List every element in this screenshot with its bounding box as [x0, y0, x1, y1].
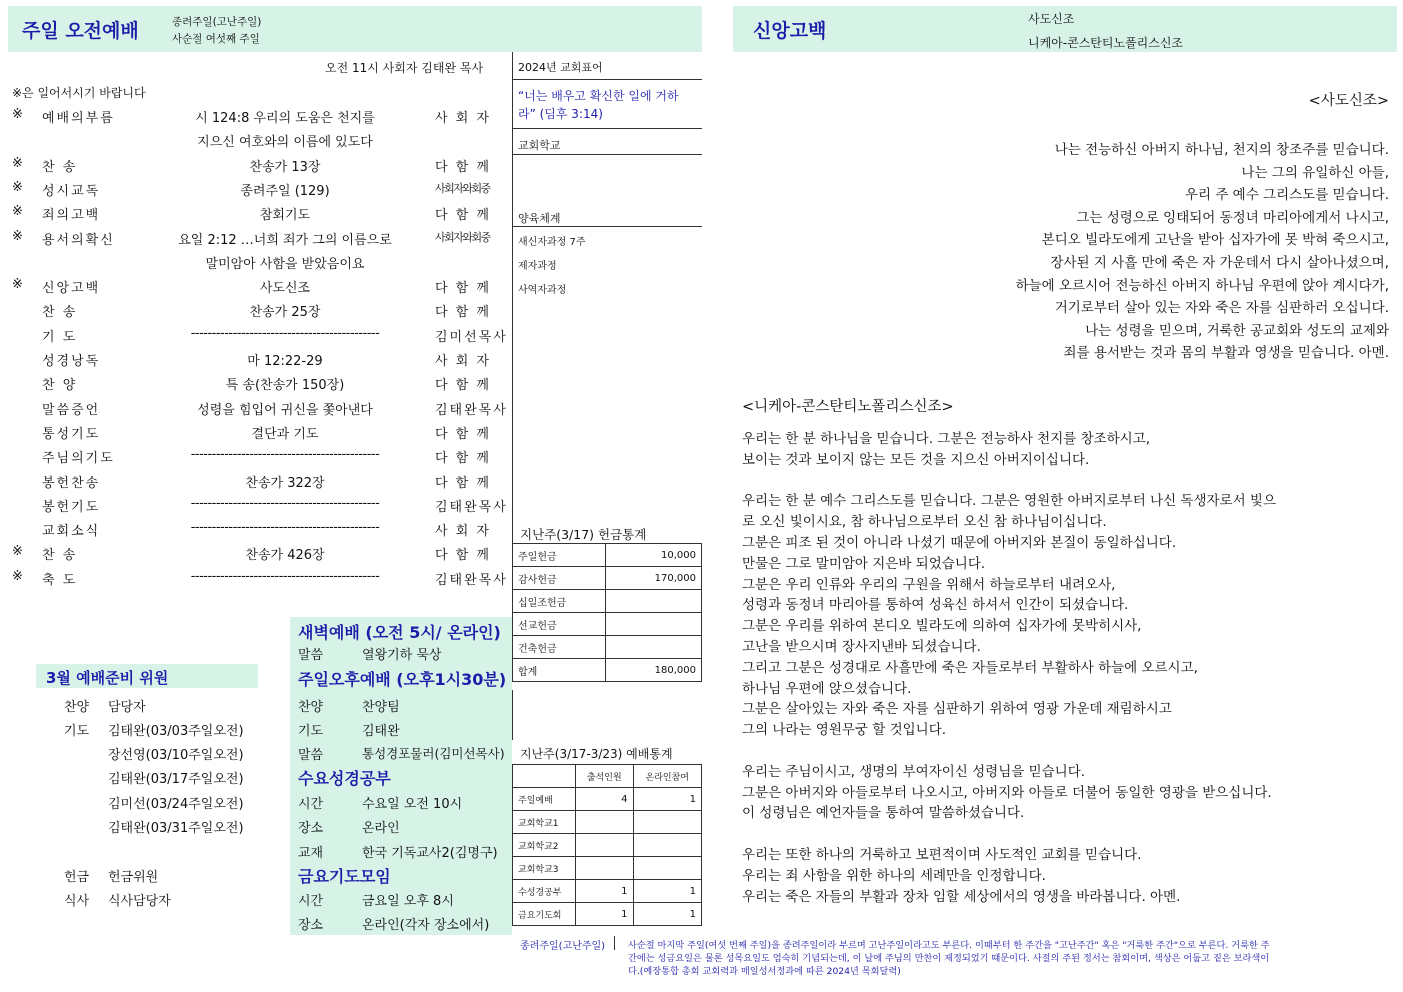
apostles-line: 죄를 용서받는 것과 몸의 부활과 영생을 믿습니다. 아멘. [1063, 345, 1389, 362]
order-item-name: 봉헌찬송 [42, 475, 101, 491]
order-item-leader: 사회자와회중 [435, 181, 490, 195]
order-row [12, 472, 507, 494]
attendance-table [512, 764, 702, 926]
order-item-name: 통성기도 [42, 426, 101, 442]
info-rule [512, 226, 702, 227]
attendance-online: 1 [633, 788, 701, 811]
order-row [12, 229, 507, 251]
order-item-name: 말씀증언 [42, 402, 101, 418]
order-item-content: --------------------------------------------- [190, 447, 380, 463]
order-row [12, 447, 507, 469]
order-item-name: 교회소식 [42, 524, 101, 540]
pm-word-label: 말씀 [298, 748, 324, 763]
order-item-content: 참회기도 [259, 208, 311, 224]
offering-value [606, 636, 702, 659]
nicene-line: 하나님 우편에 앉으셨습니다. [742, 680, 912, 697]
training-item-3: 사역자과정 [518, 285, 567, 296]
prep-prayer-2: 장선영(03/10주일오전) [108, 748, 244, 763]
table-row [513, 613, 702, 636]
order-item-name: 용서의확신 [42, 232, 115, 248]
motto-line1: “너는 배우고 확신한 일에 거하 [518, 89, 679, 103]
left-header-sub1: 종려주일(고난주일) [172, 16, 262, 28]
order-item-leader: 다 함 께 [435, 426, 491, 442]
attendance-online: 1 [633, 880, 701, 903]
table-row [513, 880, 702, 903]
apostles-line: 나는 전능하신 아버지 하나님, 천지의 창조주를 믿습니다. [1054, 142, 1389, 158]
table-row [513, 544, 702, 567]
order-item-leader: 다 함 께 [435, 208, 491, 224]
wed-place-value: 온라인 [362, 821, 400, 836]
order-item-leader: 다 함 께 [435, 548, 491, 564]
nicene-line: 그분은 살아있는 자와 죽은 자를 심판하기 위하여 영광 가운데 재림하시고 [742, 701, 1172, 718]
order-row [12, 204, 507, 226]
fri-time-value: 금요일 오후 8시 [362, 894, 454, 909]
fri-time-label: 시간 [298, 894, 324, 909]
order-item-name: 주님의기도 [42, 451, 115, 467]
attendance-title: 지난주(3/17-3/23) 예배통계 [520, 747, 673, 761]
order-item-name: 찬 송 [42, 305, 78, 321]
order-item-name: 죄의고백 [42, 208, 101, 224]
order-item-content: --------------------------------------------- [190, 568, 380, 584]
order-item-content: --------------------------------------------- [190, 520, 380, 536]
order-item-name: 찬 양 [42, 378, 78, 394]
order-row [12, 423, 507, 445]
offering-value [606, 613, 702, 636]
order-item-name: 찬 송 [42, 159, 78, 175]
order-mark: ※ [12, 107, 23, 122]
pm-prayer-label: 기도 [298, 724, 324, 739]
nicene-line: 보이는 것과 보이지 않는 모든 것을 지으신 아버지이십니다. [742, 451, 1090, 468]
table-row [513, 811, 702, 834]
attendance-online: 1 [633, 903, 701, 926]
order-row [12, 277, 507, 299]
prep-offer-value: 헌금위원 [108, 870, 159, 885]
order-item-content: 결단과 기도 [251, 426, 319, 442]
order-item-content: 요일 2:12 …너희 죄가 그의 이름으로 [178, 232, 392, 248]
prep-meal-value: 식사담당자 [108, 894, 171, 909]
order-item-name: 봉헌기도 [42, 499, 101, 515]
apostles-line: 나는 그의 유일하신 아들, [1241, 164, 1389, 181]
order-item-name: 성시교독 [42, 183, 101, 199]
motto-title: 2024년 교회표어 [518, 61, 603, 74]
order-item-name: 기 도 [42, 329, 78, 345]
offering-value: 10,000 [606, 544, 702, 567]
order-item-content: 찬송가 322장 [245, 475, 325, 491]
training-item-1: 새신자과정 7주 [518, 237, 586, 248]
apostles-line: 하늘에 오르시어 전능하신 아버지 하나님 우편에 앉아 계시다가, [1015, 277, 1389, 294]
order-item-content: 찬송가 13장 [249, 159, 321, 175]
order-item-name: 성경낭독 [42, 354, 101, 369]
apostles-heading: <사도신조> [1308, 93, 1389, 109]
column-divider [512, 52, 513, 597]
order-item-leader: 다 함 께 [435, 451, 491, 467]
footnote-text-1: 사순절 마지막 주일(여섯 번째 주일)을 종려주일이라 부르며 고난주일이라고도 부른다. 이때부터 한 주간을 "고난주간" 혹은 "거룩한 주간"으로 부른다. 거룩한 주 [628, 940, 1270, 951]
attendance-present [576, 834, 634, 857]
nicene-line: 우리는 주님이시고, 생명의 부여자이신 성령님을 믿습니다. [742, 763, 1086, 780]
column-divider-lower [512, 690, 513, 740]
stand-note: ※은 일어서시기 바랍니다 [12, 86, 146, 100]
offering-label: 합계 [513, 659, 606, 682]
wed-book-label: 교재 [298, 846, 324, 861]
order-item-leader: 사 회 자 [435, 354, 491, 369]
order-item-content: 마 12:22-29 [247, 354, 323, 369]
order-row [12, 180, 507, 202]
offering-title: 지난주(3/17) 헌금통계 [520, 527, 647, 542]
nicene-line: 우리는 한 분 예수 그리스도를 믿습니다. 그분은 영원한 아버지로부터 나신 독생자로서 빛으 [742, 493, 1277, 510]
order-row [12, 326, 507, 348]
order-item-leader: 사 회 자 [435, 111, 491, 126]
order-mark: ※ [12, 179, 23, 195]
footnote-label: 종려주일(고난주일) [520, 941, 606, 952]
attendance-present: 1 [576, 880, 634, 903]
training-item-2: 제자과정 [518, 261, 557, 272]
order-mark: ※ [12, 277, 23, 293]
offering-value: 170,000 [606, 567, 702, 590]
table-row [513, 659, 702, 682]
order-item-leader: 김태완목사 [435, 499, 508, 515]
order-row [12, 399, 507, 421]
order-row [12, 107, 507, 129]
nicene-line: 로 오신 빛이시요, 참 하나님으로부터 오신 참 하나님이십니다. [742, 514, 1107, 531]
order-row [12, 520, 507, 542]
nicene-line: 그분은 피조 된 것이 아니라 나셨기 때문에 아버지와 본질이 동일하십니다. [742, 535, 1177, 551]
order-row [12, 496, 507, 518]
pm-praise-value: 찬양팀 [362, 700, 400, 715]
order-item-content: 지으신 여호와의 이름에 있도다 [197, 135, 373, 151]
attendance-label: 주일예배 [513, 788, 576, 811]
table-row [513, 636, 702, 659]
training-label: 양육체계 [518, 212, 561, 225]
order-row [12, 569, 507, 591]
right-header-sub1: 사도신조 [1028, 12, 1075, 26]
order-mark: ※ [12, 544, 23, 560]
order-item-leader: 사 회 자 [435, 524, 491, 540]
prep-prayer-label: 기도 [64, 724, 90, 739]
attendance-label: 교회학교3 [513, 857, 576, 880]
order-mark: ※ [12, 568, 23, 584]
wed-time-label: 시간 [298, 797, 324, 812]
attendance-present [576, 857, 634, 880]
fri-place-value: 온라인(각자 장소에서) [362, 918, 490, 933]
order-item-leader: 김미선목사 [435, 329, 508, 345]
pm-word-value: 통성경포물러(김미선목사) [362, 746, 505, 761]
offering-label: 십일조헌금 [513, 590, 606, 613]
wed-book-value: 한국 기독교사2(김명구) [362, 846, 498, 861]
offering-label: 감사헌금 [513, 567, 606, 590]
order-item-content: 찬송가 25장 [249, 305, 321, 321]
dawn-word-value: 열왕기하 묵상 [362, 648, 442, 663]
order-item-content: 시 124:8 우리의 도움은 천지를 [195, 111, 375, 126]
right-header-sub2: 니케아-콘스탄티노폴리스신조 [1028, 36, 1184, 50]
footnote-divider [614, 936, 615, 950]
apostles-line: 장사된 지 사흘 만에 죽은 자 가운데서 다시 살아나셨으며, [1050, 255, 1389, 271]
table-row [513, 834, 702, 857]
prep-prayer-3: 김태완(03/17주일오전) [108, 772, 244, 787]
attendance-head-present: 출석인원 [576, 765, 634, 788]
apostles-line: 그는 성령으로 잉태되어 동정녀 마리아에게서 나시고, [1076, 209, 1389, 226]
fri-place-label: 장소 [298, 918, 324, 933]
order-item-leader: 다 함 께 [435, 281, 491, 297]
nicene-line: 성령과 동정녀 마리아를 통하여 성육신 하셔서 인간이 되셨습니다. [742, 597, 1129, 614]
attendance-head-online: 온라인참여 [633, 765, 701, 788]
prep-praise-label: 찬양 [64, 700, 90, 715]
info-rule [512, 79, 702, 80]
offering-table [512, 543, 702, 682]
order-item-leader: 김태완목사 [435, 402, 508, 418]
left-header-title: 주일 오전예배 [22, 20, 139, 42]
nicene-heading: <니케아-콘스탄티노폴리스신조> [742, 399, 954, 415]
order-item-name: 찬 송 [42, 548, 78, 564]
attendance-present: 1 [576, 903, 634, 926]
attendance-present: 4 [576, 788, 634, 811]
order-item-name: 예배의부름 [42, 111, 115, 126]
order-item-content: 특 송(찬송가 150장) [225, 378, 345, 394]
attendance-label: 수성경공부 [513, 880, 576, 903]
offering-label: 건축헌금 [513, 636, 606, 659]
right-header-title: 신앙고백 [753, 20, 827, 42]
order-item-content: 찬송가 426장 [245, 548, 325, 564]
attendance-online [633, 834, 701, 857]
wed-time-value: 수요일 오전 10시 [362, 797, 463, 812]
attendance-online [633, 811, 701, 834]
order-item-name: 신앙고백 [42, 281, 101, 297]
footnote-text-3: 다.(예장통합 총회 교회력과 매일성서정과에 따른 2024년 목회달력) [628, 966, 901, 977]
prep-prayer-5: 김태완(03/31주일오전) [108, 821, 244, 836]
order-mark: ※ [12, 204, 23, 220]
order-item-leader: 김태완목사 [435, 572, 508, 588]
order-item-leader: 다 함 께 [435, 305, 491, 321]
prep-prayer-4: 김미선(03/24주일오전) [108, 797, 244, 812]
apostles-line: 거기로부터 살아 있는 자와 죽은 자를 심판하러 오십니다. [1054, 300, 1389, 317]
order-row [12, 253, 507, 275]
order-mark: ※ [12, 155, 23, 171]
order-item-content: --------------------------------------------- [190, 325, 380, 341]
nicene-line: 그분은 우리 인류와 우리의 구원을 위해서 하늘로부터 내려오사, [742, 576, 1116, 593]
order-item-content: 종려주일 (129) [240, 183, 330, 199]
dawn-title: 새벽예배 (오전 5시/ 온라인) [298, 623, 501, 642]
table-row [513, 590, 702, 613]
nicene-line: 우리는 또한 하나의 거룩하고 보편적이며 사도적인 교회를 믿습니다. [742, 847, 1142, 863]
nicene-line: 만물은 그로 말미암아 지은바 되었습니다. [742, 555, 986, 572]
pm-prayer-value: 김태완 [362, 724, 400, 739]
wed-place-label: 장소 [298, 821, 324, 836]
wed-title: 수요성경공부 [298, 769, 391, 788]
nicene-line: 이 성령님은 예언자들을 통하여 말씀하셨습니다. [742, 805, 1025, 822]
offering-value: 180,000 [606, 659, 702, 682]
order-row [12, 350, 507, 372]
nicene-line: 그의 나라는 영원무궁 할 것입니다. [742, 722, 947, 739]
nicene-line: 우리는 죽은 자들의 부활과 장차 임할 세상에서의 영생을 바라봅니다. 아멘. [742, 888, 1181, 905]
nicene-line: 그리고 그분은 성경대로 사흘만에 죽은 자들로부터 부활하사 하늘에 오르시고, [742, 659, 1198, 676]
order-row [12, 301, 507, 323]
footnote-text-2: 간에는 성금요일은 물론 성목요일도 엄숙히 기념되는데, 이 날에 주님의 만찬이 제정되었기 때문이다. 사절의 주된 정서는 참회이며, 색상은 어둡고 짙은 보라색이 [628, 953, 1270, 964]
order-item-content: 말미암아 사함을 받았음이요 [205, 256, 365, 272]
nicene-line: 그분은 아버지와 아들로부터 나오시고, 아버지와 아들로 더불어 동일한 영광을 받으십니다. [742, 784, 1272, 801]
order-item-content: 사도신조 [259, 281, 311, 297]
table-row [513, 788, 702, 811]
order-item-name: 축 도 [42, 572, 78, 588]
attendance-label: 교회학교2 [513, 834, 576, 857]
offering-value [606, 590, 702, 613]
attendance-head-blank [513, 765, 576, 788]
motto-line2: 라” (딤후 3:14) [518, 107, 603, 121]
order-row [12, 544, 507, 566]
table-row [513, 857, 702, 880]
info-rule [512, 154, 702, 155]
pm-title: 주일오후예배 (오후1시30분) [298, 670, 507, 689]
attendance-present [576, 811, 634, 834]
offering-label: 선교헌금 [513, 613, 606, 636]
order-row [12, 131, 507, 153]
prep-meal-label: 식사 [64, 894, 90, 909]
order-item-leader: 다 함 께 [435, 159, 491, 175]
apostles-line: 우리 주 예수 그리스도를 믿습니다. [1184, 187, 1389, 204]
order-row [12, 374, 507, 396]
order-item-leader: 다 함 께 [435, 378, 491, 394]
pm-praise-label: 찬양 [298, 700, 324, 715]
attendance-label: 교회학교1 [513, 811, 576, 834]
school-label: 교회학교 [518, 139, 561, 152]
order-mark: ※ [12, 228, 23, 244]
order-item-content: 성령을 힘입어 귀신을 쫓아낸다 [197, 402, 373, 418]
attendance-label: 금요기도회 [513, 903, 576, 926]
dawn-word-label: 말씀 [298, 648, 324, 663]
apostles-line: 나는 성령을 믿으며, 거룩한 공교회와 성도의 교제와 [1085, 322, 1389, 339]
order-row [12, 156, 507, 178]
order-item-leader: 다 함 께 [435, 475, 491, 491]
fri-title: 금요기도모임 [298, 867, 391, 886]
nicene-line: 우리는 한 분 하나님을 믿습니다. 그분은 전능하사 천지를 창조하시고, [742, 431, 1151, 447]
table-row [513, 567, 702, 590]
left-header-sub2: 사순절 여섯째 주일 [172, 33, 260, 45]
prep-offer-label: 헌금 [64, 870, 90, 885]
attendance-online [633, 857, 701, 880]
apostles-line: 본디오 빌라도에게 고난을 받아 십자가에 못 박혀 죽으시고, [1041, 232, 1389, 249]
info-rule [512, 128, 702, 129]
offering-label: 주일헌금 [513, 544, 606, 567]
nicene-line: 우리는 죄 사함을 위한 하나의 세례만을 인정합니다. [742, 867, 1046, 884]
service-time: 오전 11시 사회자 김태완 목사 [325, 61, 484, 75]
order-item-leader: 사회자와회중 [435, 230, 490, 244]
prep-praise-value: 담당자 [108, 700, 146, 715]
nicene-line: 그분은 우리를 위하여 본디오 빌라도에 의하여 십자가에 못박히시사, [742, 618, 1142, 635]
prep-prayer-1: 김태완(03/03주일오전) [108, 724, 244, 739]
order-item-content: --------------------------------------------- [190, 495, 380, 511]
prep-title: 3월 예배준비 위원 [46, 669, 169, 687]
table-row [513, 903, 702, 926]
nicene-line: 고난을 받으시며 장사지낸바 되셨습니다. [742, 639, 981, 655]
table-header-row [513, 765, 702, 788]
